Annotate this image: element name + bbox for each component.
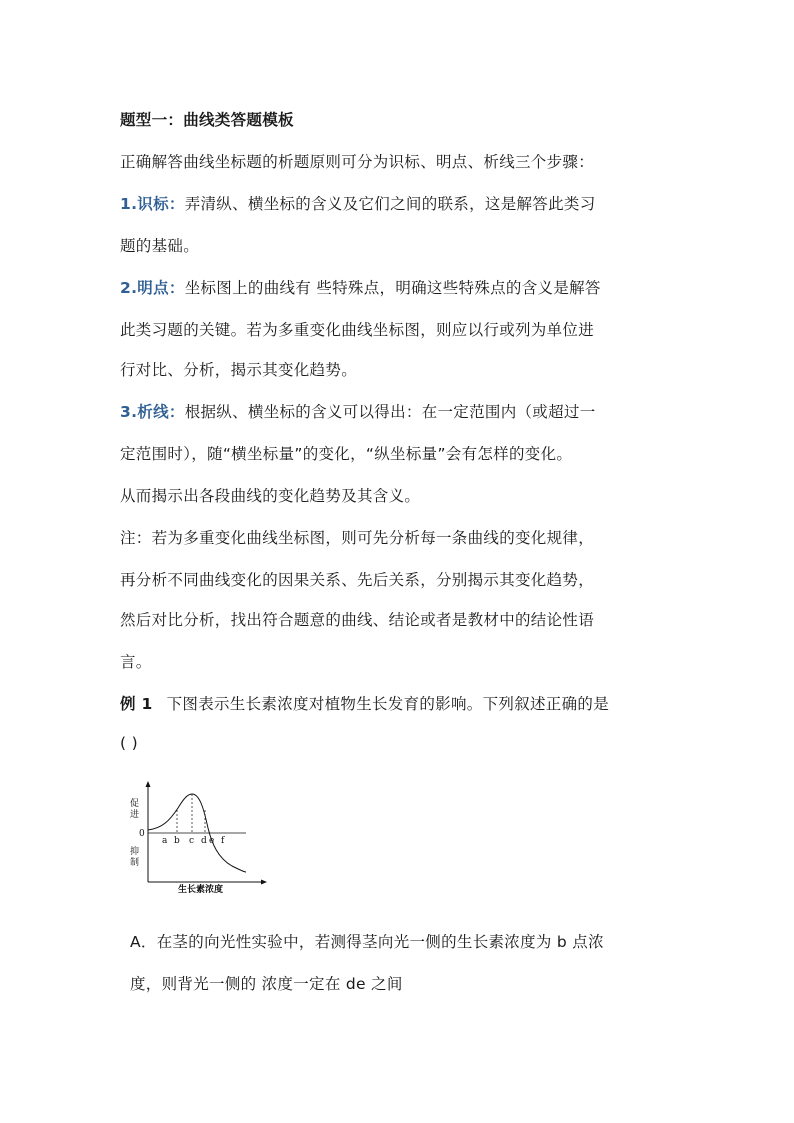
step3-label: 3.析线： bbox=[120, 403, 185, 421]
x-axis-arrow-icon bbox=[261, 880, 267, 885]
point-label-f: f bbox=[221, 836, 225, 846]
example-line-1 bbox=[120, 692, 609, 714]
section-title: 题型一：曲线类答题模板 bbox=[120, 111, 294, 129]
note-line-2: 再分析不同曲线变化的因果关系、先后关系，分别揭示其变化趋势， bbox=[120, 571, 595, 589]
step3-line-1 bbox=[120, 400, 596, 422]
example-text: 下图表示生长素浓度对植物生长发育的影响。下列叙述正确的是 bbox=[166, 695, 609, 713]
y-axis-arrow-icon bbox=[146, 781, 151, 787]
step3-line-3: 从而揭示出各段曲线的变化趋势及其含义。 bbox=[120, 487, 421, 505]
step3-line-2: 定范围时），随“横坐标量”的变化，“纵坐标量”会有怎样的变化。 bbox=[120, 445, 573, 463]
note-line-1: 注：若为多重变化曲线坐标图，则可先分析每一条曲线的变化规律， bbox=[120, 529, 595, 547]
example-line-2: ( ) bbox=[120, 734, 138, 752]
y-label-inhibit-1: 抑 bbox=[130, 847, 140, 857]
y-label-promote-1: 促 bbox=[130, 799, 140, 809]
step2-line-2: 此类习题的关键。若为多重变化曲线坐标图，则应以行或列为单位进 bbox=[120, 321, 595, 339]
step2-label: 2.明点： bbox=[120, 279, 185, 297]
step1-text: 弄清纵、横坐标的含义及它们之间的联系，这是解答此类习 bbox=[184, 195, 596, 213]
step1-line-1 bbox=[120, 192, 596, 214]
x-axis-label: 生长素浓度 bbox=[178, 885, 224, 895]
note-line-3: 然后对比分析，找出符合题意的曲线、结论或者是教材中的结论性语 bbox=[120, 611, 595, 629]
point-label-c: c bbox=[189, 836, 195, 846]
step2-line-1 bbox=[120, 276, 601, 298]
intro-text: 正确解答曲线坐标题的析题原则可分为识标、明点、析线三个步骤： bbox=[120, 153, 595, 171]
option-a-line-2: 度，则背光一侧的 浓度一定在 de 之间 bbox=[130, 975, 403, 993]
option-a-line-1: A．在茎的向光性实验中，若测得茎向光一侧的生长素浓度为 b 点浓 bbox=[130, 933, 604, 951]
y-label-inhibit-2: 制 bbox=[130, 858, 140, 868]
step1-label: 1.识标： bbox=[120, 195, 185, 213]
step2-text: 坐标图上的曲线有 些特殊点，明确这些特殊点的含义是解答 bbox=[184, 279, 601, 297]
growth-hormone-figure bbox=[128, 780, 273, 895]
point-label-d: d bbox=[201, 836, 207, 846]
point-label-a: a bbox=[162, 836, 168, 846]
y-label-promote-2: 进 bbox=[130, 810, 140, 820]
origin-label: 0 bbox=[139, 829, 145, 839]
point-label-b: b bbox=[174, 836, 180, 846]
point-label-e: e bbox=[209, 836, 215, 846]
step2-line-3: 行对比、分析，揭示其变化趋势。 bbox=[120, 361, 358, 379]
step1-line-2: 题的基础。 bbox=[120, 237, 200, 255]
note-line-4: 言。 bbox=[120, 653, 152, 671]
step3-text: 根据纵、横坐标的含义可以得出：在一定范围内（或超过一 bbox=[184, 403, 596, 421]
example-label: 例 1 bbox=[120, 695, 153, 713]
